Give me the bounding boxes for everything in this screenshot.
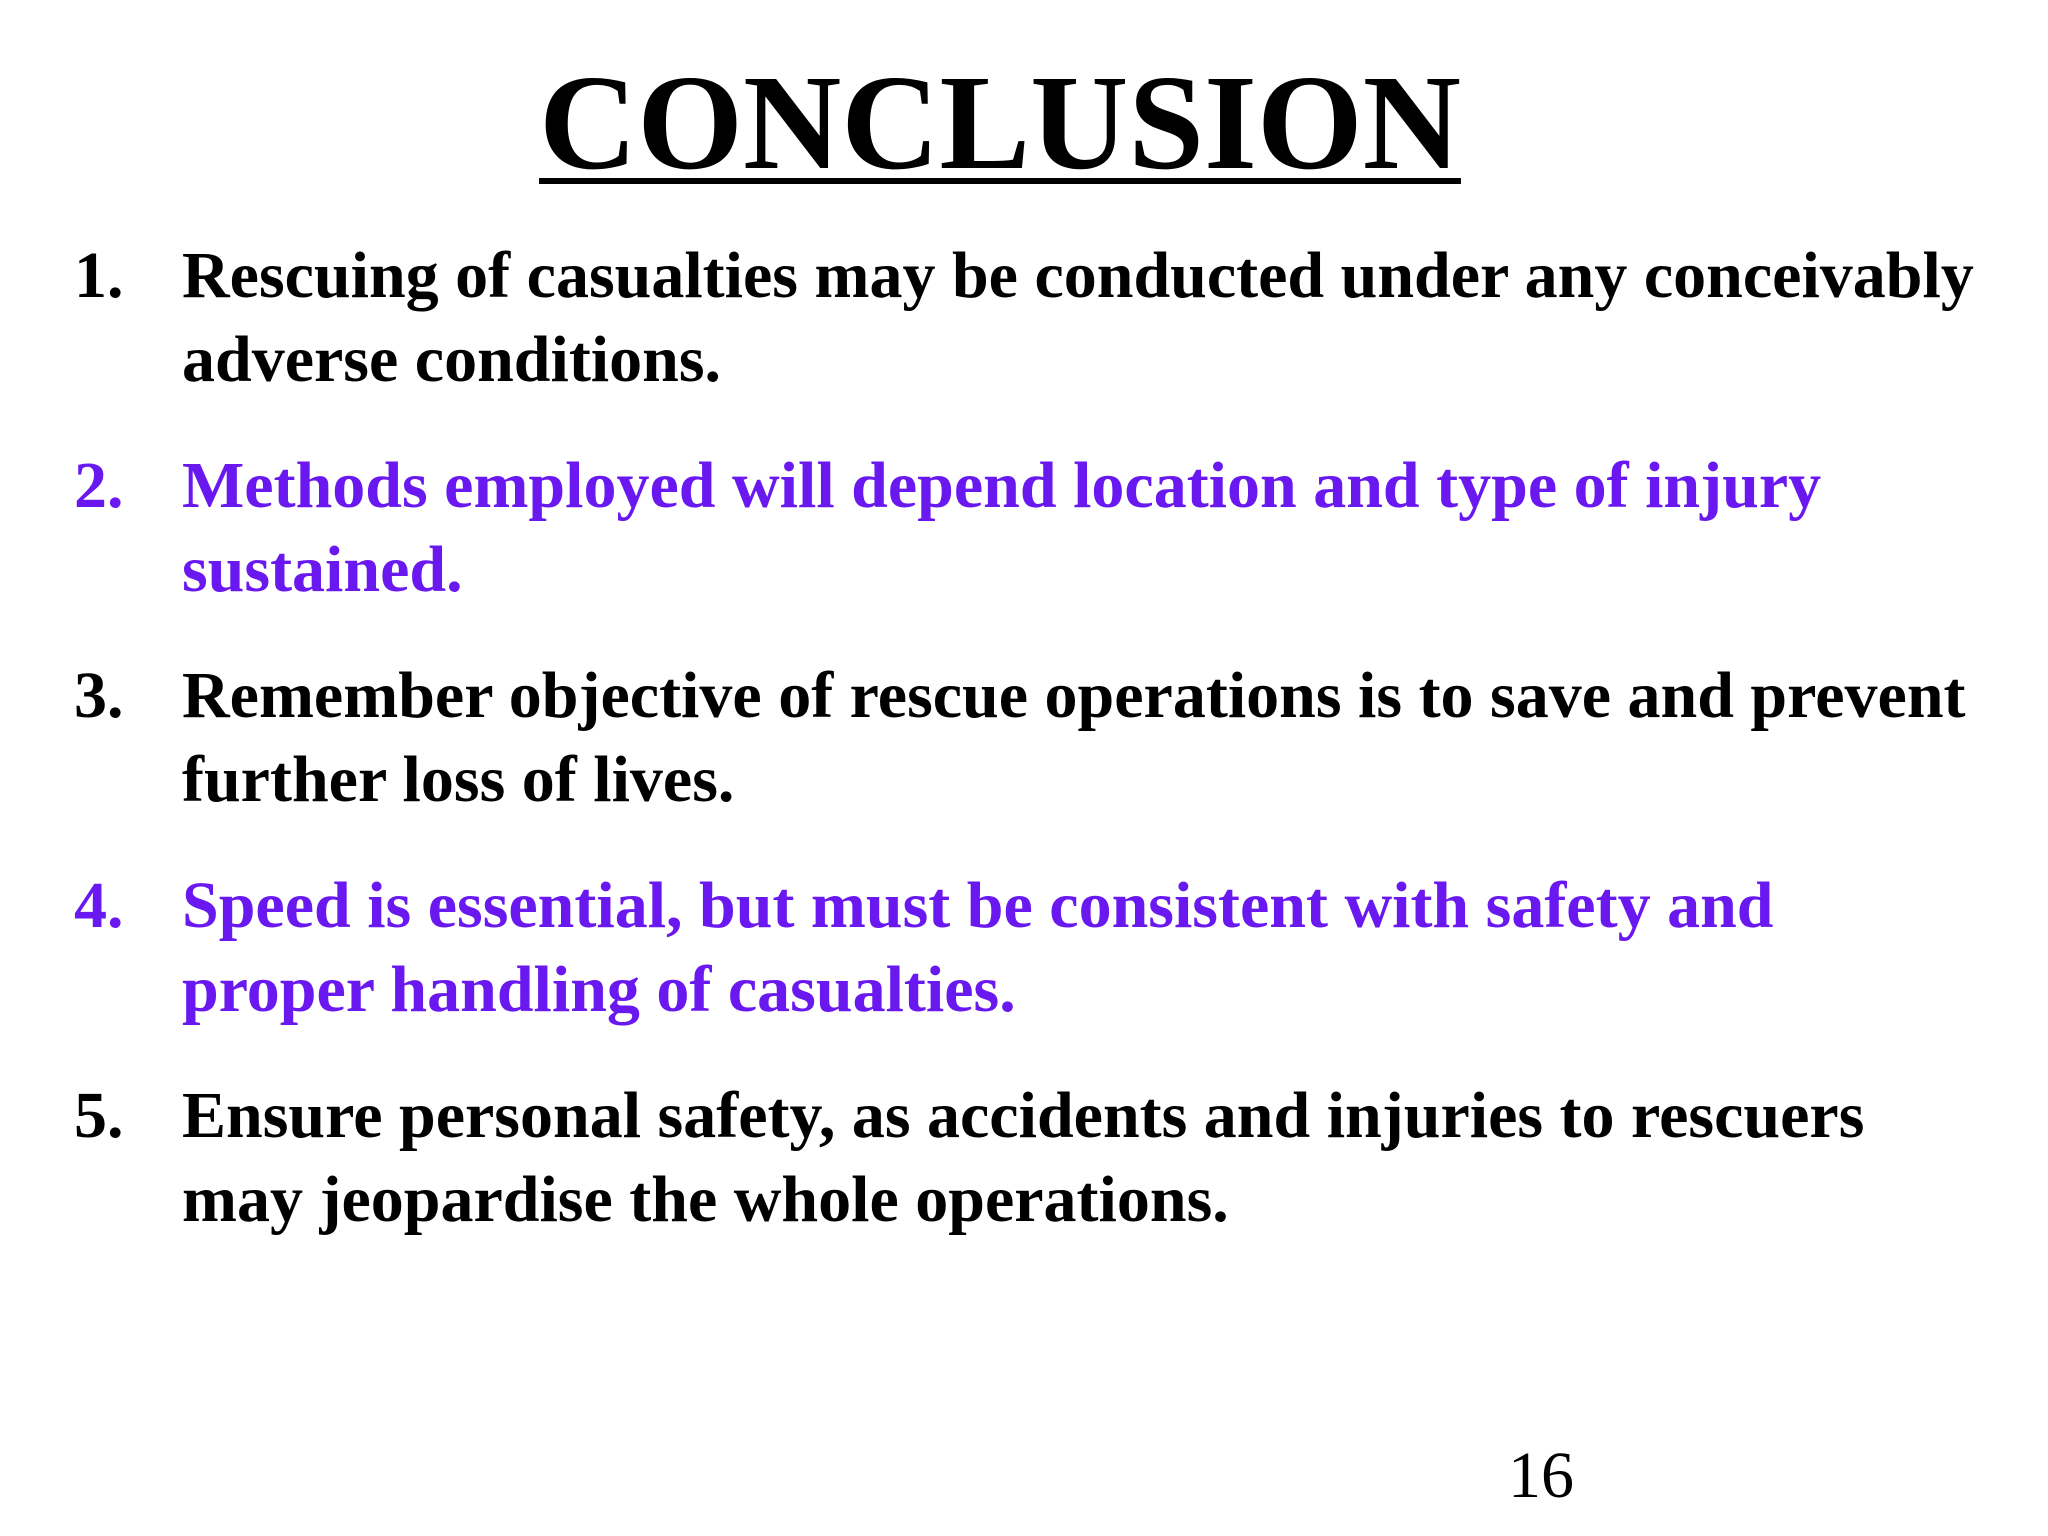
item-text: Speed is essential, but must be consistent with safety and proper handling of casualties. [182, 869, 1774, 1026]
item-number: 4. [74, 869, 124, 942]
conclusion-item-2 [74, 444, 1974, 612]
item-number: 1. [74, 239, 124, 312]
item-number: 2. [74, 449, 124, 522]
item-text: Remember objective of rescue operations is to save and prevent further loss of lives. [182, 659, 1966, 816]
conclusion-list [74, 234, 1974, 1284]
item-number: 5. [74, 1079, 124, 1152]
page-number: 16 [1508, 1439, 1574, 1512]
slide-title: CONCLUSION [539, 48, 1461, 198]
conclusion-item-1 [74, 234, 1974, 402]
item-text: Ensure personal safety, as accidents and injuries to rescuers may jeopardise the whole operations. [182, 1079, 1865, 1236]
item-text: Rescuing of casualties may be conducted under any conceivably adverse conditions. [182, 239, 1974, 396]
conclusion-item-3 [74, 654, 1974, 822]
item-text: Methods employed will depend location and type of injury sustained. [182, 449, 1822, 606]
item-number: 3. [74, 659, 124, 732]
conclusion-item-4 [74, 864, 1974, 1032]
conclusion-item-5 [74, 1074, 1974, 1242]
